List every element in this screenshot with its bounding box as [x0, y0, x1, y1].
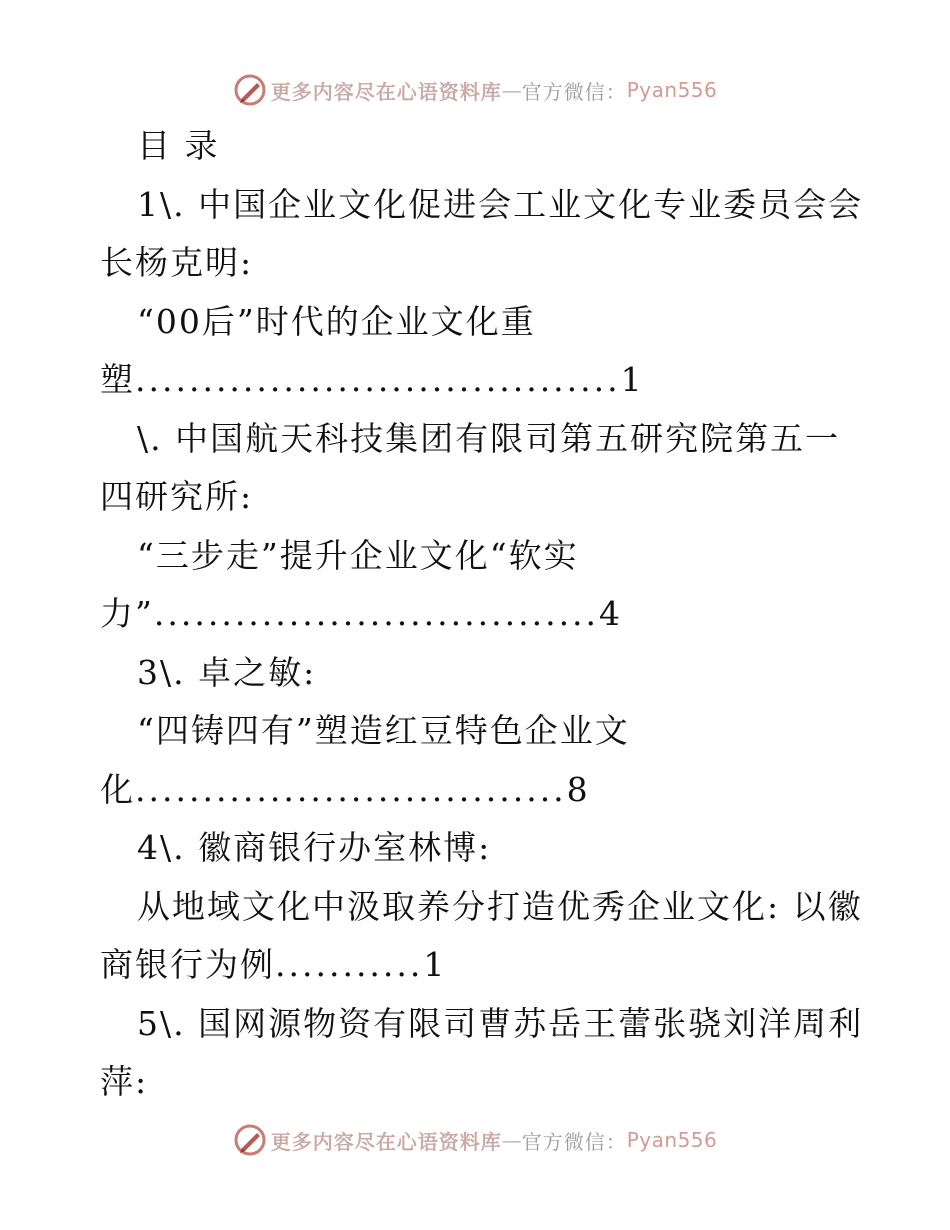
toc-item-5-heading-line2: 萍:: [100, 1062, 149, 1101]
banner-wechat-label: 官方微信：: [521, 79, 627, 104]
toc-item-2-page-number: 4: [599, 594, 623, 633]
toc-item-2-heading-line1: \. 中国航天科技集团有限司第五研究院第五一: [137, 419, 841, 458]
toc-item-2-subtitle-line1: “三步走”提升企业文化“软实: [137, 536, 579, 575]
pen-logo-icon: [233, 1123, 267, 1157]
toc-item-4-heading-line1: 4\. 徽商银行办室林博:: [137, 828, 492, 867]
toc-item-5-heading-line1: 5\. 国网源物资有限司曹苏岳王蕾张骁刘洋周利: [137, 1004, 864, 1043]
toc-item-3-leader-dots: ................................: [135, 770, 567, 809]
banner-cn-text: 更多内容尽在心语资料库: [270, 79, 502, 104]
toc-item-1-subtitle-line1: “00后”时代的企业文化重: [137, 302, 536, 341]
toc-item-2-heading-line2: 四研究所:: [100, 477, 254, 516]
toc-item-3-heading-line1: 3\. 卓之敏:: [137, 653, 317, 692]
toc-item-3-subtitle-last: 化: [100, 770, 135, 809]
toc-item-1-subtitle-last: 塑: [100, 360, 135, 399]
banner-dash: —: [501, 78, 522, 102]
toc-item-3-subtitle-line1: “四铸四有”塑造红豆特色企业文: [137, 711, 630, 750]
toc-item-3-entry[interactable]: [100, 770, 590, 810]
footer-banner-dash: —: [501, 1128, 522, 1152]
toc-item-4-page-number: 1: [423, 945, 447, 984]
footer-watermark-banner: [0, 1120, 950, 1160]
toc-item-3-page-number: 8: [566, 770, 590, 809]
toc-item-4-subtitle-last: 商银行为例: [100, 945, 275, 984]
toc-item-2-entry[interactable]: [100, 594, 622, 634]
toc-item-4-entry[interactable]: [100, 945, 446, 985]
header-watermark-banner: [0, 70, 950, 110]
banner-wechat-id: Pyan556: [626, 78, 718, 102]
pen-logo-icon: [233, 73, 267, 107]
toc-item-1-heading-line1: 1\. 中国企业文化促进会工业文化专业委员会会: [137, 185, 864, 224]
toc-item-4-leader-dots: ...........: [275, 945, 424, 984]
toc-item-1-leader-dots: ....................................: [135, 360, 621, 399]
toc-item-2-leader-dots: .................................: [153, 594, 600, 633]
footer-banner-wechat-id: Pyan556: [626, 1128, 718, 1152]
toc-item-1-page-number: 1: [620, 360, 644, 399]
toc-item-4-subtitle-line1: 从地域文化中汲取养分打造优秀企业文化: 以徽: [137, 887, 863, 926]
toc-title: 目 录: [137, 126, 220, 165]
footer-banner-content: [233, 1123, 718, 1157]
toc-item-2-subtitle-last: 力”: [100, 594, 154, 633]
banner-content: [233, 73, 718, 107]
footer-banner-wechat-label: 官方微信：: [521, 1129, 627, 1154]
toc-item-1-heading-line2: 长杨克明:: [100, 243, 254, 282]
footer-banner-cn-text: 更多内容尽在心语资料库: [270, 1129, 502, 1154]
toc-item-1-entry[interactable]: [100, 360, 644, 400]
